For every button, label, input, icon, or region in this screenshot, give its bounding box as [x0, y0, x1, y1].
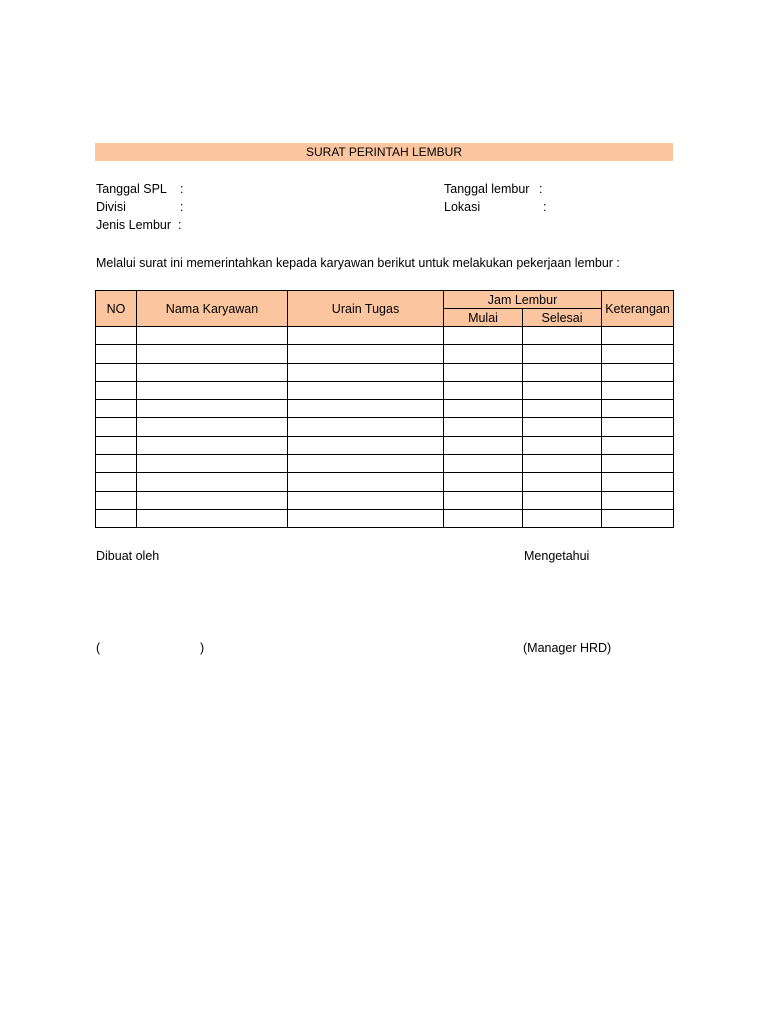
table-cell[interactable] [96, 363, 137, 381]
table-cell[interactable] [288, 491, 444, 509]
table-cell[interactable] [288, 327, 444, 345]
header-nama-karyawan: Nama Karyawan [137, 291, 288, 327]
table-row [96, 418, 674, 436]
table-row [96, 400, 674, 418]
table-cell[interactable] [288, 363, 444, 381]
field-colon: : [180, 200, 184, 214]
table-cell[interactable] [523, 418, 602, 436]
table-cell[interactable] [602, 381, 674, 399]
table-row [96, 436, 674, 454]
table-cell[interactable] [137, 491, 288, 509]
table-cell[interactable] [602, 455, 674, 473]
header-jam-lembur: Jam Lembur [444, 291, 602, 309]
signature-open-paren: ( [96, 641, 101, 655]
table-cell[interactable] [96, 345, 137, 363]
header-mulai: Mulai [444, 309, 523, 327]
table-cell[interactable] [444, 455, 523, 473]
table-cell[interactable] [96, 418, 137, 436]
table-cell[interactable] [523, 473, 602, 491]
table-cell[interactable] [602, 327, 674, 345]
table-cell[interactable] [602, 509, 674, 527]
header-selesai: Selesai [523, 309, 602, 327]
field-tanggal-lembur [444, 181, 564, 197]
table-cell[interactable] [602, 436, 674, 454]
table-cell[interactable] [523, 436, 602, 454]
mengetahui-label: Mengetahui [524, 549, 590, 563]
header-no: NO [96, 291, 137, 327]
table-row [96, 381, 674, 399]
table-cell[interactable] [288, 436, 444, 454]
table-cell[interactable] [602, 418, 674, 436]
header-urain-tugas: Urain Tugas [288, 291, 444, 327]
table-row [96, 473, 674, 491]
table-cell[interactable] [444, 509, 523, 527]
table-cell[interactable] [288, 400, 444, 418]
table-cell[interactable] [523, 363, 602, 381]
table-cell[interactable] [444, 491, 523, 509]
field-colon: : [543, 200, 547, 214]
table-cell[interactable] [96, 436, 137, 454]
table-cell[interactable] [602, 491, 674, 509]
field-label: Divisi [96, 200, 126, 214]
table-body [96, 327, 674, 528]
table-cell[interactable] [288, 473, 444, 491]
signature-close-paren: ) [200, 641, 205, 655]
table-cell[interactable] [444, 400, 523, 418]
table-cell[interactable] [96, 455, 137, 473]
table-cell[interactable] [137, 473, 288, 491]
table-row [96, 455, 674, 473]
table-row [96, 509, 674, 527]
table-cell[interactable] [444, 473, 523, 491]
table-row [96, 363, 674, 381]
intro-text: Melalui surat ini memerintahkan kepada karyawan berikut untuk melakukan pekerjaan lembur : [96, 256, 620, 270]
table-cell[interactable] [523, 327, 602, 345]
table-cell[interactable] [96, 473, 137, 491]
field-label: Lokasi [444, 200, 481, 214]
table-cell[interactable] [523, 381, 602, 399]
table-cell[interactable] [444, 436, 523, 454]
manager-hrd-label: (Manager HRD) [523, 641, 612, 655]
field-lokasi [444, 199, 564, 215]
header-keterangan: Keterangan [602, 291, 674, 327]
table-cell[interactable] [137, 363, 288, 381]
table-cell[interactable] [523, 509, 602, 527]
table-cell[interactable] [444, 418, 523, 436]
table-cell[interactable] [96, 381, 137, 399]
dibuat-oleh-label: Dibuat oleh [96, 549, 160, 563]
table-cell[interactable] [137, 345, 288, 363]
table-cell[interactable] [444, 327, 523, 345]
table-row [96, 491, 674, 509]
table-cell[interactable] [523, 345, 602, 363]
table-cell[interactable] [523, 400, 602, 418]
field-divisi [96, 199, 196, 215]
overtime-table [95, 290, 674, 528]
table-cell[interactable] [444, 381, 523, 399]
table-cell[interactable] [602, 363, 674, 381]
table-row [96, 327, 674, 345]
table-cell[interactable] [137, 327, 288, 345]
table-cell[interactable] [444, 345, 523, 363]
field-label: Tanggal lembur [444, 182, 530, 196]
table-cell[interactable] [288, 418, 444, 436]
table-cell[interactable] [288, 455, 444, 473]
field-colon: : [539, 182, 543, 196]
field-label: Tanggal SPL [96, 182, 167, 196]
document-title: SURAT PERINTAH LEMBUR [95, 143, 673, 161]
table-cell[interactable] [96, 327, 137, 345]
table-cell[interactable] [96, 400, 137, 418]
table-cell[interactable] [288, 345, 444, 363]
table-cell[interactable] [137, 455, 288, 473]
table-cell[interactable] [137, 400, 288, 418]
table-cell[interactable] [602, 400, 674, 418]
table-row [96, 345, 674, 363]
table-cell[interactable] [137, 418, 288, 436]
table-cell[interactable] [137, 509, 288, 527]
field-jenis-lembur [96, 217, 196, 233]
table-cell[interactable] [523, 455, 602, 473]
field-colon: : [180, 182, 184, 196]
table-cell[interactable] [602, 345, 674, 363]
table-cell[interactable] [602, 473, 674, 491]
table-cell[interactable] [288, 381, 444, 399]
field-label: Jenis Lembur [96, 218, 172, 232]
table-cell[interactable] [137, 381, 288, 399]
table-cell[interactable] [288, 509, 444, 527]
table-cell[interactable] [523, 491, 602, 509]
field-tanggal-spl [96, 181, 196, 197]
table-cell[interactable] [96, 491, 137, 509]
table-cell[interactable] [96, 509, 137, 527]
table-cell[interactable] [444, 363, 523, 381]
field-colon: : [178, 218, 182, 232]
table-cell[interactable] [137, 436, 288, 454]
